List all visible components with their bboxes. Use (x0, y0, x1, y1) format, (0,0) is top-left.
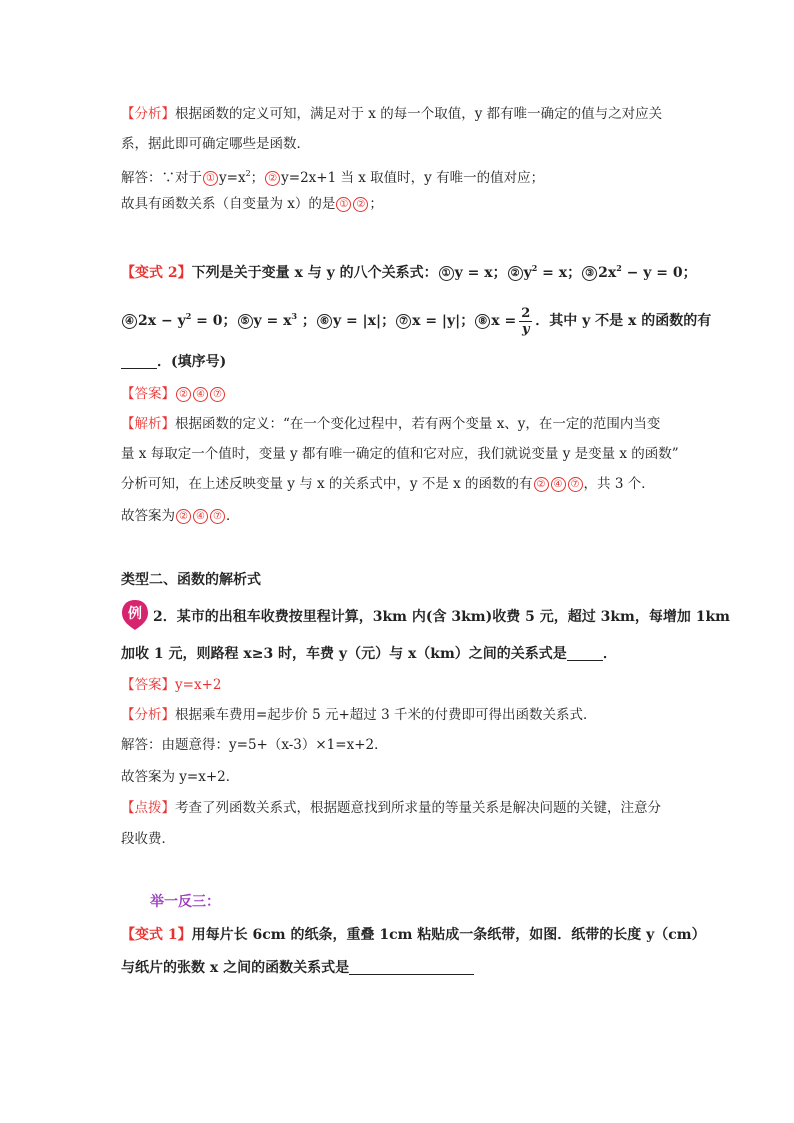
equation: y=2x+1 当 x 取值时，y 有唯一的值对应； (281, 170, 545, 186)
separator: ； (250, 170, 265, 186)
relation: = 0； (191, 313, 237, 329)
punctuation: ． (602, 646, 617, 662)
question-text: ．(填序号) (157, 354, 227, 370)
example-badge-label: 例 (128, 606, 142, 622)
practice-tag: 【变式 1】 (121, 927, 192, 943)
example-answer-line (121, 675, 221, 695)
relation: y = x； (454, 265, 507, 281)
circled-number: ② (353, 197, 368, 212)
exponent: 3 (291, 311, 298, 321)
answer-tag: 【答案】 (121, 677, 175, 693)
analysis-tag: 【分析】 (121, 707, 175, 723)
analysis-text-2: 系，据此即可确定哪些是函数． (121, 136, 310, 152)
example-tip-line-1 (121, 798, 661, 818)
circled-number: ⑧ (475, 314, 490, 329)
analysis-tag: 【分析】 (121, 106, 175, 122)
example-question-line-1 (153, 607, 730, 627)
analysis-line-1 (121, 104, 662, 124)
analysis-text: 根据函数的定义可知，满足对于 x 的每一个取值，y 都有唯一确定的值与之对应关 (175, 106, 663, 122)
circled-number: ② (176, 509, 191, 524)
answer-value: y=x+2 (175, 677, 222, 693)
practice-question-line-1 (121, 925, 706, 945)
circled-number: ⑦ (568, 477, 583, 492)
circled-number: ⑦ (396, 314, 411, 329)
relation: y = |x|； (332, 313, 396, 329)
circled-number: ② (265, 171, 280, 186)
relation: = x； (537, 265, 582, 281)
circled-number: ④ (122, 314, 137, 329)
fraction-denominator: y (521, 321, 530, 337)
conclusion-line (121, 194, 383, 214)
exponent: 2 (616, 263, 622, 273)
circled-number: ④ (193, 387, 208, 402)
question-text: 与纸片的张数 x 之间的函数关系式是 (121, 960, 350, 976)
relation: y = x (253, 313, 292, 329)
circled-number: ② (176, 387, 191, 402)
tip-text: 考查了列函数关系式，根据题意找到所求量的等量关系是解决问题的关键，注意分 (175, 800, 661, 816)
section-heading: 类型二、函数的解析式 (121, 572, 261, 588)
relation: x = (491, 313, 517, 329)
fraction (519, 306, 532, 337)
punctuation: ． (226, 508, 240, 524)
example-analysis-line (121, 705, 596, 725)
final-prefix: 故答案为 (121, 508, 175, 524)
analysis-text: 根据乘车费用=起步价 5 元+超过 3 千米的付费即可得出函数关系式． (175, 707, 597, 723)
fraction-numerator: 2 (521, 305, 531, 321)
conclusion-prefix: 故具有函数关系（自变量为 x）的是 (121, 196, 336, 212)
practice-question-line-2 (121, 958, 474, 978)
example-conclusion-line: 故答案为 y=x+2． (121, 769, 240, 785)
relation: 2x − y (138, 313, 186, 329)
variant2-question-line-1 (121, 258, 697, 283)
relation: − y = 0； (621, 265, 697, 281)
circled-number: ② (508, 266, 523, 281)
variant2-question-line-2 (121, 302, 711, 337)
example-tip-line-2: 段收费． (121, 831, 175, 847)
circled-number: ⑦ (210, 387, 225, 402)
exponent: 2 (185, 311, 192, 321)
equation: y=x (219, 170, 246, 186)
answer-tag: 【答案】 (121, 386, 175, 402)
circled-number: ⑥ (317, 314, 332, 329)
circled-number: ① (203, 171, 218, 186)
exponent: 2 (531, 263, 538, 273)
question-text: 加收 1 元，则路程 x≥3 时，车费 y（元）与 x（km）之间的关系式是 (121, 646, 567, 662)
circled-number: ① (336, 197, 351, 212)
explain-text: 量 x 每取定一个值时，变量 y 都有唯一确定的值和它对应，我们就说变量 y 是变量 x 的函数” (121, 446, 679, 462)
variant2-final-line (121, 506, 240, 526)
explain-text: 分析可知，在上述反映变量 y 与 x 的关系式中，y 不是 x 的函数的有 (121, 476, 533, 492)
answer-blank[interactable] (349, 960, 474, 975)
circled-number: ④ (193, 509, 208, 524)
relation: x = |y|； (412, 313, 475, 329)
example-question-line-2 (121, 644, 617, 664)
question-text: 2．某市的出租车收费按里程计算，3km 内(含 3km)收费 5 元，超过 3km，每增加 1km (153, 609, 730, 625)
explain-tag: 【解析】 (121, 416, 175, 432)
variant2-question-line-3 (121, 352, 226, 372)
variant2-explain-line-1 (121, 414, 660, 434)
question-text: 用每片长 6cm 的纸条，重叠 1cm 粘贴成一条纸带，如图．纸带的长度 y（cm） (191, 927, 706, 943)
circled-number: ③ (582, 266, 597, 281)
answer-blank[interactable] (121, 354, 157, 369)
circled-number: ① (439, 266, 454, 281)
question-text: 下列是关于变量 x 与 y 的八个关系式： (191, 265, 438, 281)
solution-prefix: 解答：∵对于 (121, 170, 202, 186)
answer-blank[interactable] (567, 646, 603, 661)
variant2-tag: 【变式 2】 (121, 265, 192, 281)
variant2-answer-line (121, 384, 226, 404)
punctuation: ； (369, 196, 383, 212)
tip-tag: 【点拨】 (121, 800, 175, 816)
relation: ； (297, 313, 316, 329)
circled-number: ④ (551, 477, 566, 492)
variant2-explain-line-2 (121, 444, 679, 464)
practice-heading: 举一反三： (150, 894, 220, 910)
exponent: 2 (245, 169, 251, 178)
analysis-line-2 (121, 134, 310, 154)
solution-line (121, 164, 544, 188)
circled-number: ② (534, 477, 549, 492)
example-solution-line: 解答：由题意得：y=5+（x-3）×1=x+2． (121, 737, 388, 753)
circled-number: ⑦ (210, 509, 225, 524)
explain-text: 根据函数的定义：“在一个变化过程中，若有两个变量 x、y，在一定的范围内当变 (175, 416, 661, 432)
circled-number: ⑤ (238, 314, 253, 329)
relation: y (523, 265, 532, 281)
relation: 2x (598, 265, 617, 281)
explain-text: ，共 3 个． (583, 476, 655, 492)
example-badge-icon (121, 599, 149, 631)
variant2-explain-line-3 (121, 474, 655, 494)
question-text: ．其中 y 不是 x 的函数的有 (535, 313, 712, 329)
